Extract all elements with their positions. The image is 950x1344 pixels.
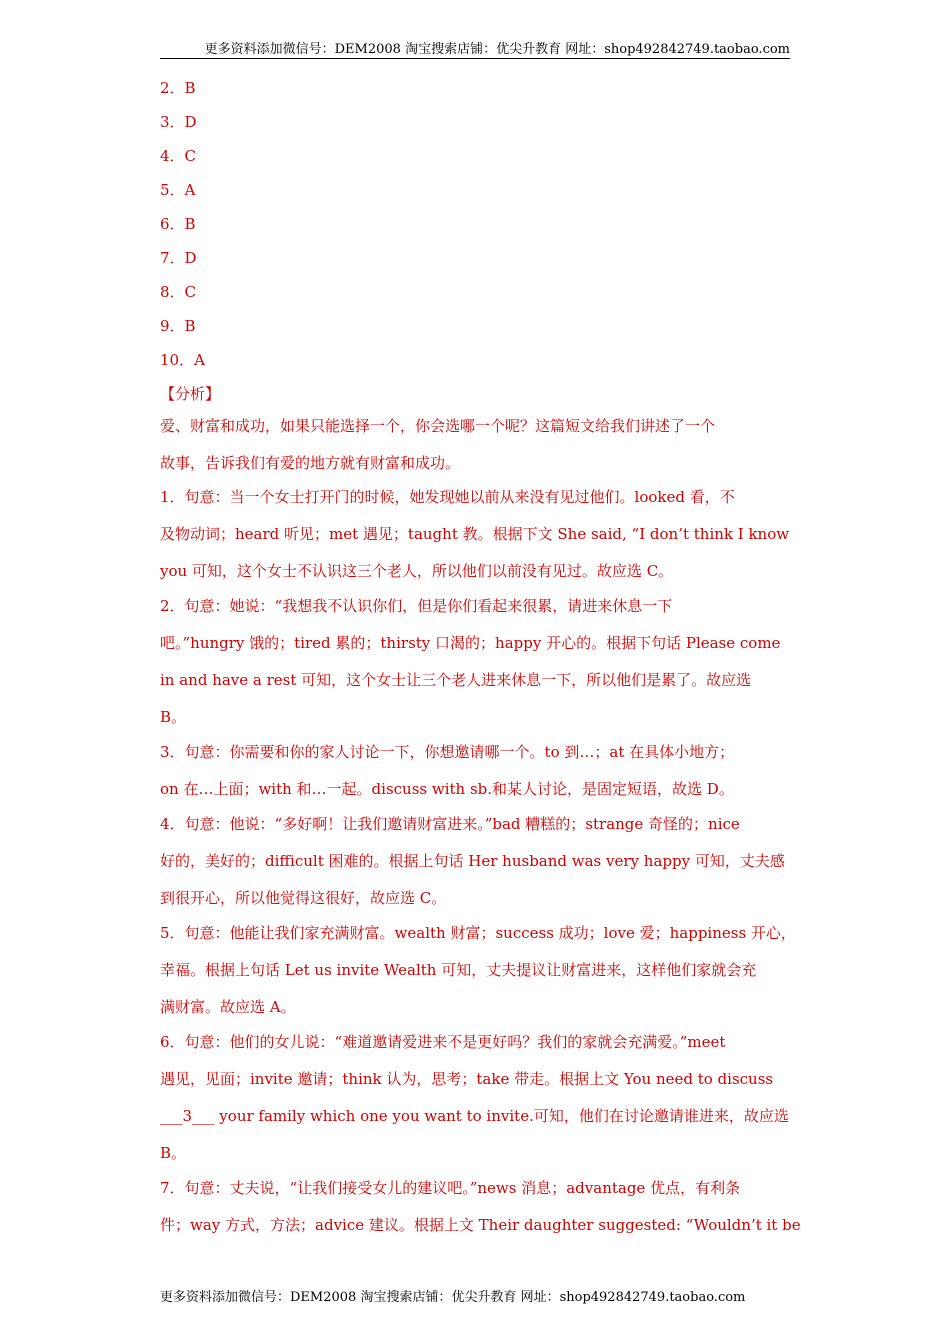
text-line: 件；way 方式，方法；advice 建议。根据上文 Their daughter suggested: “Wouldn’t it be	[160, 1216, 801, 1234]
answer-item: 2．B	[160, 79, 196, 97]
text-line: 满财富。故应选 A。	[160, 998, 296, 1016]
explanation-5	[160, 915, 800, 1026]
text-line: you 可知，这个女士不认识这三个老人，所以他们以前没有见过。故应选 C。	[160, 562, 674, 580]
text-line: 到很开心，所以他觉得这很好，故应选 C。	[160, 889, 447, 907]
text-line: 6．句意：他们的女儿说：“难道邀请爱进来不是更好吗？我们的家就会充满爱。”meet	[160, 1033, 726, 1051]
text-line: 及物动词；heard 听见；met 遇见；taught 教。根据下文 She said, “I don’t think I know	[160, 525, 790, 543]
page-footer	[160, 1286, 800, 1305]
text-line: 幸福。根据上句话 Let us invite Wealth 可知，丈夫提议让财富进来，这样他们家就会充	[160, 961, 757, 979]
text-line: ___3___ your family which one you want to invite.可知，他们在讨论邀请谁进来，故应选	[160, 1107, 789, 1125]
explanation-6	[160, 1024, 800, 1172]
text-line: in and have a rest 可知，这个女士让三个老人进来休息一下，所以他们是累了。故应选	[160, 671, 752, 689]
text-line: B。	[160, 1144, 187, 1162]
text-line: 4．句意：他说：“多好啊！让我们邀请财富进来。”bad 糟糕的；strange 奇怪的；nice	[160, 815, 740, 833]
text-line: 3．句意：你需要和你的家人讨论一下，你想邀请哪一个。to 到…；at 在具体小地方；	[160, 743, 735, 761]
text-line: 好的，美好的；difficult 困难的。根据上句话 Her husband was very happy 可知，丈夫感	[160, 852, 785, 870]
text-line: 故事，告诉我们有爱的地方就有财富和成功。	[160, 454, 461, 472]
explanation-1	[160, 479, 800, 590]
header-text: 更多资料添加微信号：DEM2008 淘宝搜索店铺：优尖升教育 网址：shop492842749.taobao.com	[204, 42, 790, 57]
answer-item: 6．B	[160, 215, 196, 233]
answer-item: 5．A	[160, 181, 196, 199]
text-line: 吧。”hungry 饿的；tired 累的；thirsty 口渴的；happy 开心的。根据下句话 Please come	[160, 634, 781, 652]
explanation-2	[160, 588, 800, 736]
text-line: 5．句意：他能让我们家充满财富。wealth 财富；success 成功；love 爱；happiness 开心，	[160, 924, 796, 942]
text-line: 1．句意：当一个女士打开门的时候，她发现她以前从来没有见过他们。looked 看，不	[160, 488, 735, 506]
analysis-heading: 【分析】	[160, 385, 221, 403]
text-line: 2．句意：她说：“我想我不认识你们，但是你们看起来很累，请进来休息一下	[160, 597, 673, 615]
text-line: 遇见，见面；invite 邀请；think 认为，思考；take 带走。根据上文 You need to discuss	[160, 1070, 774, 1088]
answer-item: 7．D	[160, 249, 197, 267]
text-line: 爱、财富和成功，如果只能选择一个，你会选哪一个呢？这篇短文给我们讲述了一个	[160, 417, 716, 435]
page-header	[160, 38, 790, 59]
text-line: on 在…上面；with 和…一起。discuss with sb.和某人讨论，是固定短语，故选 D。	[160, 780, 734, 798]
explanation-3	[160, 734, 800, 808]
answer-item: 4．C	[160, 147, 197, 165]
explanation-4	[160, 806, 800, 917]
answer-item: 10．A	[160, 351, 205, 369]
text-line: 7．句意：丈夫说，“让我们接受女儿的建议吧。”news 消息；advantage 优点，有利条	[160, 1179, 741, 1197]
answer-item: 3．D	[160, 113, 197, 131]
footer-text: 更多资料添加微信号：DEM2008 淘宝搜索店铺：优尖升教育 网址：shop492842749.taobao.com	[160, 1290, 746, 1305]
text-line: B。	[160, 708, 187, 726]
summary-paragraph	[160, 408, 800, 482]
explanation-7	[160, 1170, 800, 1244]
answer-item: 8．C	[160, 283, 197, 301]
answer-item: 9．B	[160, 317, 196, 335]
